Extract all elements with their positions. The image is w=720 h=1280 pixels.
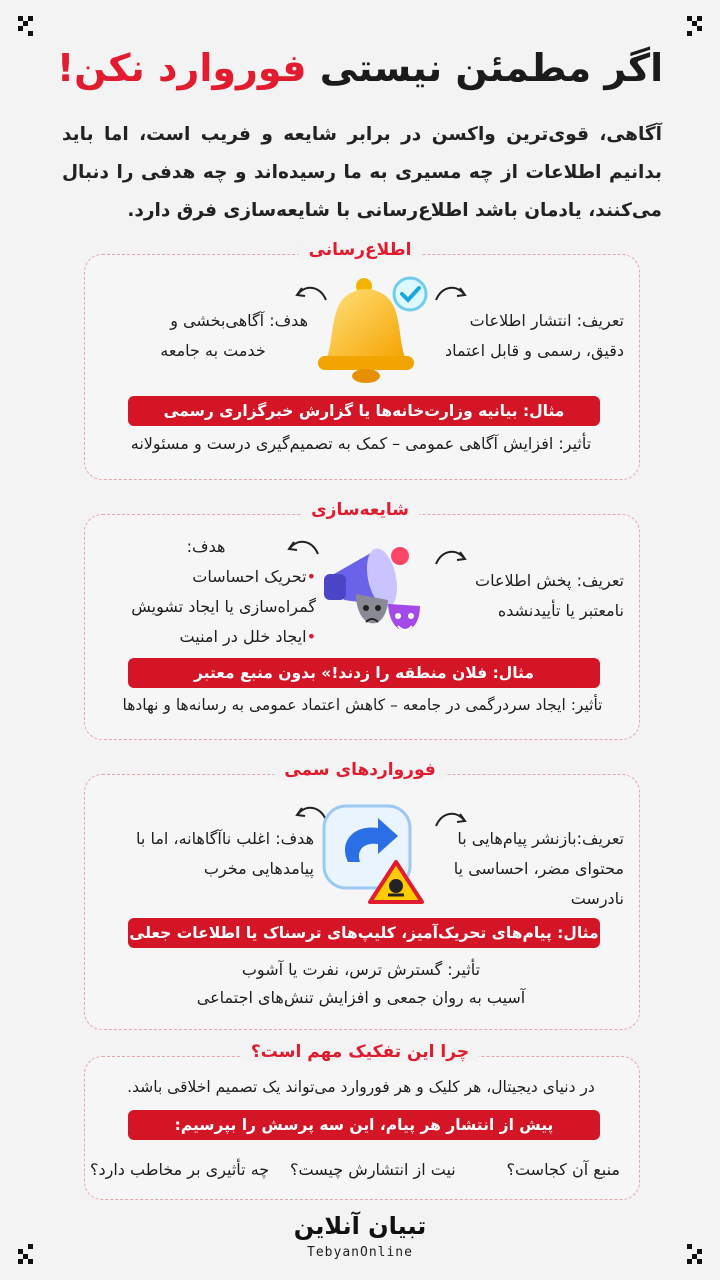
toxic-example-bar: مثال: پیام‌های تحریک‌آمیز، کلیپ‌های ترسناک یا اطلاعات جعلی (128, 918, 600, 948)
info-title: اطلاع‌رسانی (299, 240, 422, 260)
footer-logo-en: TebyanOnline (307, 1245, 413, 1260)
title-black: اگر مطمئن نیستی (319, 46, 664, 90)
why-title: چرا این تفکیک مهم است؟ (241, 1042, 479, 1062)
toxic-effect: تأثیر: گسترش ترس، نفرت یا آشوب آسیب به روان جمعی و افزایش تنش‌های اجتماعی (196, 960, 526, 1007)
info-effect: تأثیر: افزایش آگاهی عمومی – کمک به تصمیم‌گیری درست و مسئولانه (130, 434, 592, 453)
rumor-goal-item: تحریک احساسات (192, 567, 307, 586)
arrow-right-icon (432, 544, 472, 570)
intro-paragraph: آگاهی، قوی‌ترین واکسن در برابر شایعه و فریب است، اما باید بدانیم اطلاعات از چه مسیری به ما رسیده‌اند و چه هدفی را دنبال می‌کنند، یادمان باشد اطلاع‌رسانی با شایعه‌سازی فرق دارد. (62, 124, 662, 221)
bell-icon (304, 272, 432, 384)
toxic-title: فورواردهای سمی (274, 760, 445, 780)
megaphone-icon (316, 530, 432, 650)
rumor-goal: هدف: •تحریک احساسات گمراه‌سازی یا ایجاد تشویش •ایجاد خلل در امنیت (131, 537, 316, 646)
toxic-goal: هدف: اغلب ناآگاهانه، اما با پیامدهایی مخرب (136, 829, 314, 878)
toxic-definition: تعریف:بازنشر پیام‌هایی با محتوای مضر، احساسی یا نادرست (453, 829, 624, 908)
page-title (0, 46, 720, 90)
why-question-2: نیت از انتشارش چیست؟ (290, 1160, 456, 1179)
arrow-right-icon (432, 806, 472, 832)
info-example-bar: مثال: بیانیه وزارت‌خانه‌ها یا گزارش خبرگزاری رسمی (128, 396, 600, 426)
footer-logo: تبیان آنلاین (293, 1212, 427, 1240)
why-question-1: منبع آن کجاست؟ (506, 1160, 620, 1179)
info-goal: هدف: آگاهی‌بخشی و خدمت به جامعه (160, 311, 308, 360)
rumor-goal-item: گمراه‌سازی یا ایجاد تشویش (131, 597, 316, 616)
rumor-example-bar: مثال: فلان منطقه را زدند!» بدون منبع معتبر (128, 658, 600, 688)
rumor-effect: تأثیر: ایجاد سردرگمی در جامعه – کاهش اعتماد عمومی به رسانه‌ها و نهادها (122, 696, 603, 714)
rumor-definition: تعریف: پخش اطلاعات نامعتبر یا تأییدنشده (475, 571, 624, 620)
title-red: فوروارد نکن! (56, 46, 307, 90)
forward-icon (318, 802, 428, 906)
rumor-title: شایعه‌سازی (301, 500, 419, 520)
rumor-goal-item: ایجاد خلل در امنیت (179, 627, 307, 646)
info-definition: تعریف: انتشار اطلاعات دقیق، رسمی و قابل اعتماد (444, 311, 624, 360)
why-text: در دنیای دیجیتال، هر کلیک و هر فوروارد می‌تواند یک تصمیم اخلاقی باشد. (127, 1078, 595, 1096)
corner-decor-tl (18, 16, 42, 40)
check-badge-icon (394, 278, 426, 310)
arrow-right-icon (432, 280, 472, 306)
why-question-bar: پیش از انتشار هر پیام، این سه پرسش را بپرسیم: (128, 1110, 600, 1140)
why-question-3: چه تأثیری بر مخاطب دارد؟ (90, 1160, 270, 1179)
corner-decor-tr (678, 16, 702, 40)
